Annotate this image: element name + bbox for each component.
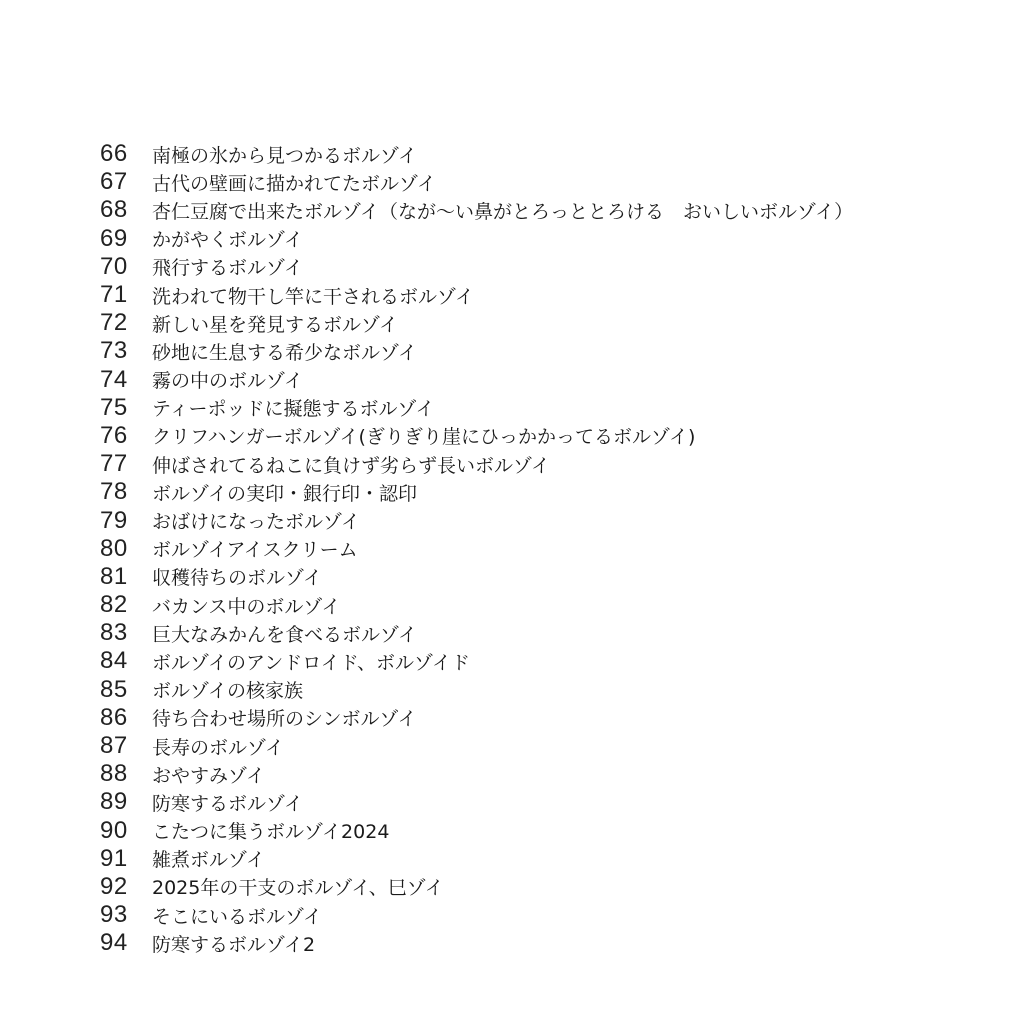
item-number: 81 <box>100 562 128 590</box>
item-number: 76 <box>100 421 128 449</box>
item-title: 雑煮ボルゾイ <box>152 849 266 872</box>
list-item <box>100 619 853 647</box>
list-item <box>100 450 853 478</box>
item-number: 83 <box>100 619 128 647</box>
item-title: ボルゾイのアンドロイド、ボルゾイド <box>152 651 471 674</box>
item-number: 86 <box>100 703 128 731</box>
item-number: 91 <box>100 844 128 872</box>
item-title: 長寿のボルゾイ <box>152 736 285 759</box>
item-title: 洗われて物干し竿に干されるボルゾイ <box>152 285 475 308</box>
item-number: 67 <box>100 168 128 196</box>
item-number: 85 <box>100 675 128 703</box>
list-item <box>100 591 853 619</box>
list-item <box>100 563 853 591</box>
item-title: 南極の氷から見つかるボルゾイ <box>152 144 418 167</box>
item-title: 霧の中のボルゾイ <box>152 370 304 393</box>
item-number: 78 <box>100 478 128 506</box>
item-title: ティーポッドに擬態するボルゾイ <box>152 398 435 421</box>
item-title: 収穫待ちのボルゾイ <box>152 567 323 590</box>
list-item <box>100 196 853 224</box>
item-number: 75 <box>100 393 128 421</box>
list-item <box>100 929 853 957</box>
item-number: 66 <box>100 140 128 168</box>
item-title: 巨大なみかんを食べるボルゾイ <box>152 623 418 646</box>
list-item <box>100 676 853 704</box>
item-title: かがやくボルゾイ <box>152 229 304 252</box>
item-number: 88 <box>100 760 128 788</box>
item-number: 79 <box>100 506 128 534</box>
list-item <box>100 366 853 394</box>
item-number: 68 <box>100 196 128 224</box>
item-number: 82 <box>100 591 128 619</box>
item-title: 待ち合わせ場所のシンボルゾイ <box>152 708 417 731</box>
item-number: 77 <box>100 450 128 478</box>
item-number: 70 <box>100 252 128 280</box>
item-title: 飛行するボルゾイ <box>152 257 304 280</box>
item-number: 84 <box>100 647 128 675</box>
item-title: おばけになったボルゾイ <box>152 511 361 534</box>
item-title: バカンス中のボルゾイ <box>152 595 341 618</box>
list-item <box>100 901 853 929</box>
list-item <box>100 422 853 450</box>
item-title: 2025年の干支のボルゾイ、巳ゾイ <box>152 877 444 900</box>
item-title: ボルゾイの核家族 <box>152 680 304 703</box>
list-item <box>100 506 853 534</box>
item-number: 89 <box>100 788 128 816</box>
list-item <box>100 394 853 422</box>
item-number: 72 <box>100 309 128 337</box>
list-item <box>100 168 853 196</box>
item-number: 93 <box>100 901 128 929</box>
item-number: 94 <box>100 929 128 957</box>
list-item <box>100 704 853 732</box>
list-item <box>100 478 853 506</box>
list-item <box>100 281 853 309</box>
item-number: 69 <box>100 224 128 252</box>
list-item <box>100 535 853 563</box>
list-item <box>100 788 853 816</box>
numbered-title-list <box>100 140 853 957</box>
item-number: 71 <box>100 281 128 309</box>
list-item <box>100 817 853 845</box>
list-item <box>100 760 853 788</box>
item-title: 伸ばされてるねこに負けず劣らず長いボルゾイ <box>152 454 551 477</box>
item-number: 92 <box>100 872 128 900</box>
item-title: 防寒するボルゾイ <box>152 792 304 815</box>
list-item <box>100 140 853 168</box>
list-item <box>100 253 853 281</box>
list-item <box>100 337 853 365</box>
item-number: 80 <box>100 534 128 562</box>
item-number: 87 <box>100 732 128 760</box>
item-title: 杏仁豆腐で出来たボルゾイ（なが〜い鼻がとろっととろける おいしいボルゾイ） <box>152 200 854 223</box>
item-title: ボルゾイアイスクリーム <box>152 539 358 562</box>
list-item <box>100 845 853 873</box>
item-title: こたつに集うボルゾイ2024 <box>152 821 390 844</box>
item-title: クリフハンガーボルゾイ(ぎりぎり崖にひっかかってるボルゾイ) <box>152 426 696 449</box>
list-item <box>100 647 853 675</box>
list-item <box>100 873 853 901</box>
item-number: 73 <box>100 337 128 365</box>
item-number: 90 <box>100 816 128 844</box>
list-item <box>100 732 853 760</box>
list-item <box>100 225 853 253</box>
item-title: 砂地に生息する希少なボルゾイ <box>152 341 418 364</box>
item-title: 防寒するボルゾイ2 <box>152 933 316 956</box>
item-title: ボルゾイの実印・銀行印・認印 <box>152 482 418 505</box>
item-title: おやすみゾイ <box>152 764 266 787</box>
item-title: 古代の壁画に描かれてたボルゾイ <box>152 172 437 195</box>
item-title: 新しい星を発見するボルゾイ <box>152 313 399 336</box>
list-item <box>100 309 853 337</box>
item-number: 74 <box>100 365 128 393</box>
item-title: そこにいるボルゾイ <box>152 905 323 928</box>
